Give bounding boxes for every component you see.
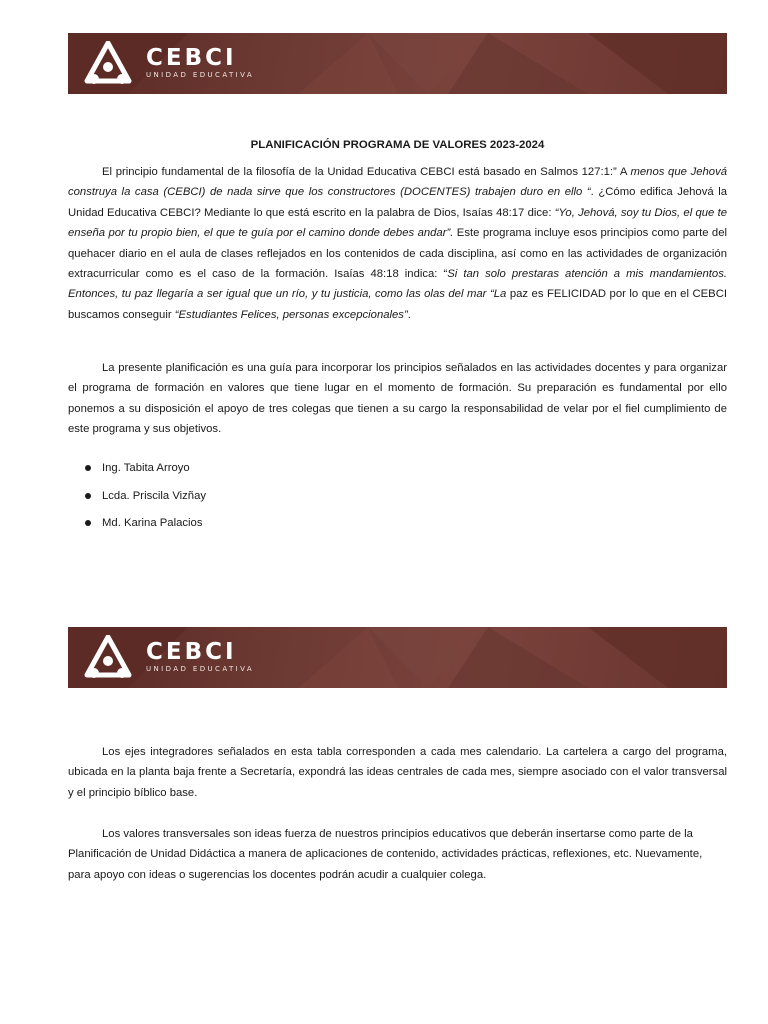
paragraph-axes: Los ejes integradores señalados en esta tabla corresponden a cada mes calendario. La cartelera a cargo del programa, ubicada en la planta baja frente a Secretaría, expondrá las ideas centrales de cada mes, siempre asociado con el valor transversal y el principio bíblico base. [68, 746, 727, 799]
logo-name: CEBCI [146, 45, 237, 71]
text-run: . ¿Cómo edifica Jehová la Unidad Educativa CEBCI? Mediante lo que está escrito en la palabra de Dios, Isaías 48:17 dice: [68, 186, 728, 219]
bullet-icon [85, 520, 91, 526]
document-title: PLANIFICACIÓN PROGRAMA DE VALORES 2023-2024 [250, 139, 545, 151]
text-run-italic: menos que Jehová construya la casa (CEBCI) de nada sirve que los constructores (DOCENTES) trabajen duro en ello “ [68, 166, 728, 199]
member-name: Ing. Tabita Arroyo [102, 462, 190, 474]
member-name: Lcda. Priscila Vizñay [102, 489, 207, 502]
header-banner [68, 627, 727, 688]
paragraph-planning: La presente planificación es una guía para incorporar los principios señalados en las actividades docentes y para organizar el programa de formación en valores que tiene lugar en el momento de formación. Su preparación es fundamental por ello ponemos a su disposición el apoyo de tres colegas que tienen a su cargo la responsabilidad de velar por el fiel cumplimiento de este programa y sus objetivos. [68, 362, 727, 436]
members-list [68, 458, 206, 541]
bullet-icon [85, 465, 91, 471]
logo-name: CEBCI [146, 639, 237, 665]
text-run: Este programa incluye esos principios como parte del quehacer diario en el aula de clases reflejados en los contenidos de cada disciplina, así como en las actividades de organización extracurricular como es el caso de la formación. Isaías 48:18 indica: “ [68, 227, 727, 281]
list-item [68, 513, 206, 541]
logo-subtitle: UNIDAD EDUCATIVA [146, 665, 255, 673]
bullet-icon [85, 493, 91, 499]
text-run-italic: “Yo, Jehová, soy tu Dios, el que te enseña por tu propio bien, el que te guía por el camino donde debes andar”. [68, 206, 728, 240]
text-run: . [407, 308, 411, 321]
text-run: paz es FELICIDAD por lo que en el CEBCI buscamos conseguir [68, 288, 728, 321]
cebci-logo-icon [84, 635, 132, 679]
member-name: Md. Karina Palacios [102, 517, 203, 529]
paragraph-values: Los valores transversales son ideas fuerza de nuestros principios educativos que deberán insertarse como parte de la Planificación de Unidad Didáctica a manera de aplicaciones de contenido, actividades prácticas, reflexiones, etc. Nuevamente, para apoyo con ideas o sugerencias los docentes podrán acudir a cualquier colega. [68, 828, 703, 881]
cebci-logo-icon [84, 41, 132, 85]
text-run: El principio fundamental de la filosofía de la Unidad Educativa CEBCI está basado en Salmos 127:1:” A [102, 166, 631, 178]
logo-subtitle: UNIDAD EDUCATIVA [146, 71, 255, 79]
header-banner [68, 33, 727, 94]
list-item [68, 486, 206, 514]
list-item [68, 458, 206, 486]
text-run-italic: “Estudiantes Felices, personas excepcionales” [174, 308, 408, 321]
paragraph-intro [68, 162, 727, 325]
text-run-italic: Si tan solo prestaras atención a mis mandamientos. Entonces, tu paz llegaría a ser igual que un río, y tu justicia, como las olas del mar “La [68, 268, 727, 301]
